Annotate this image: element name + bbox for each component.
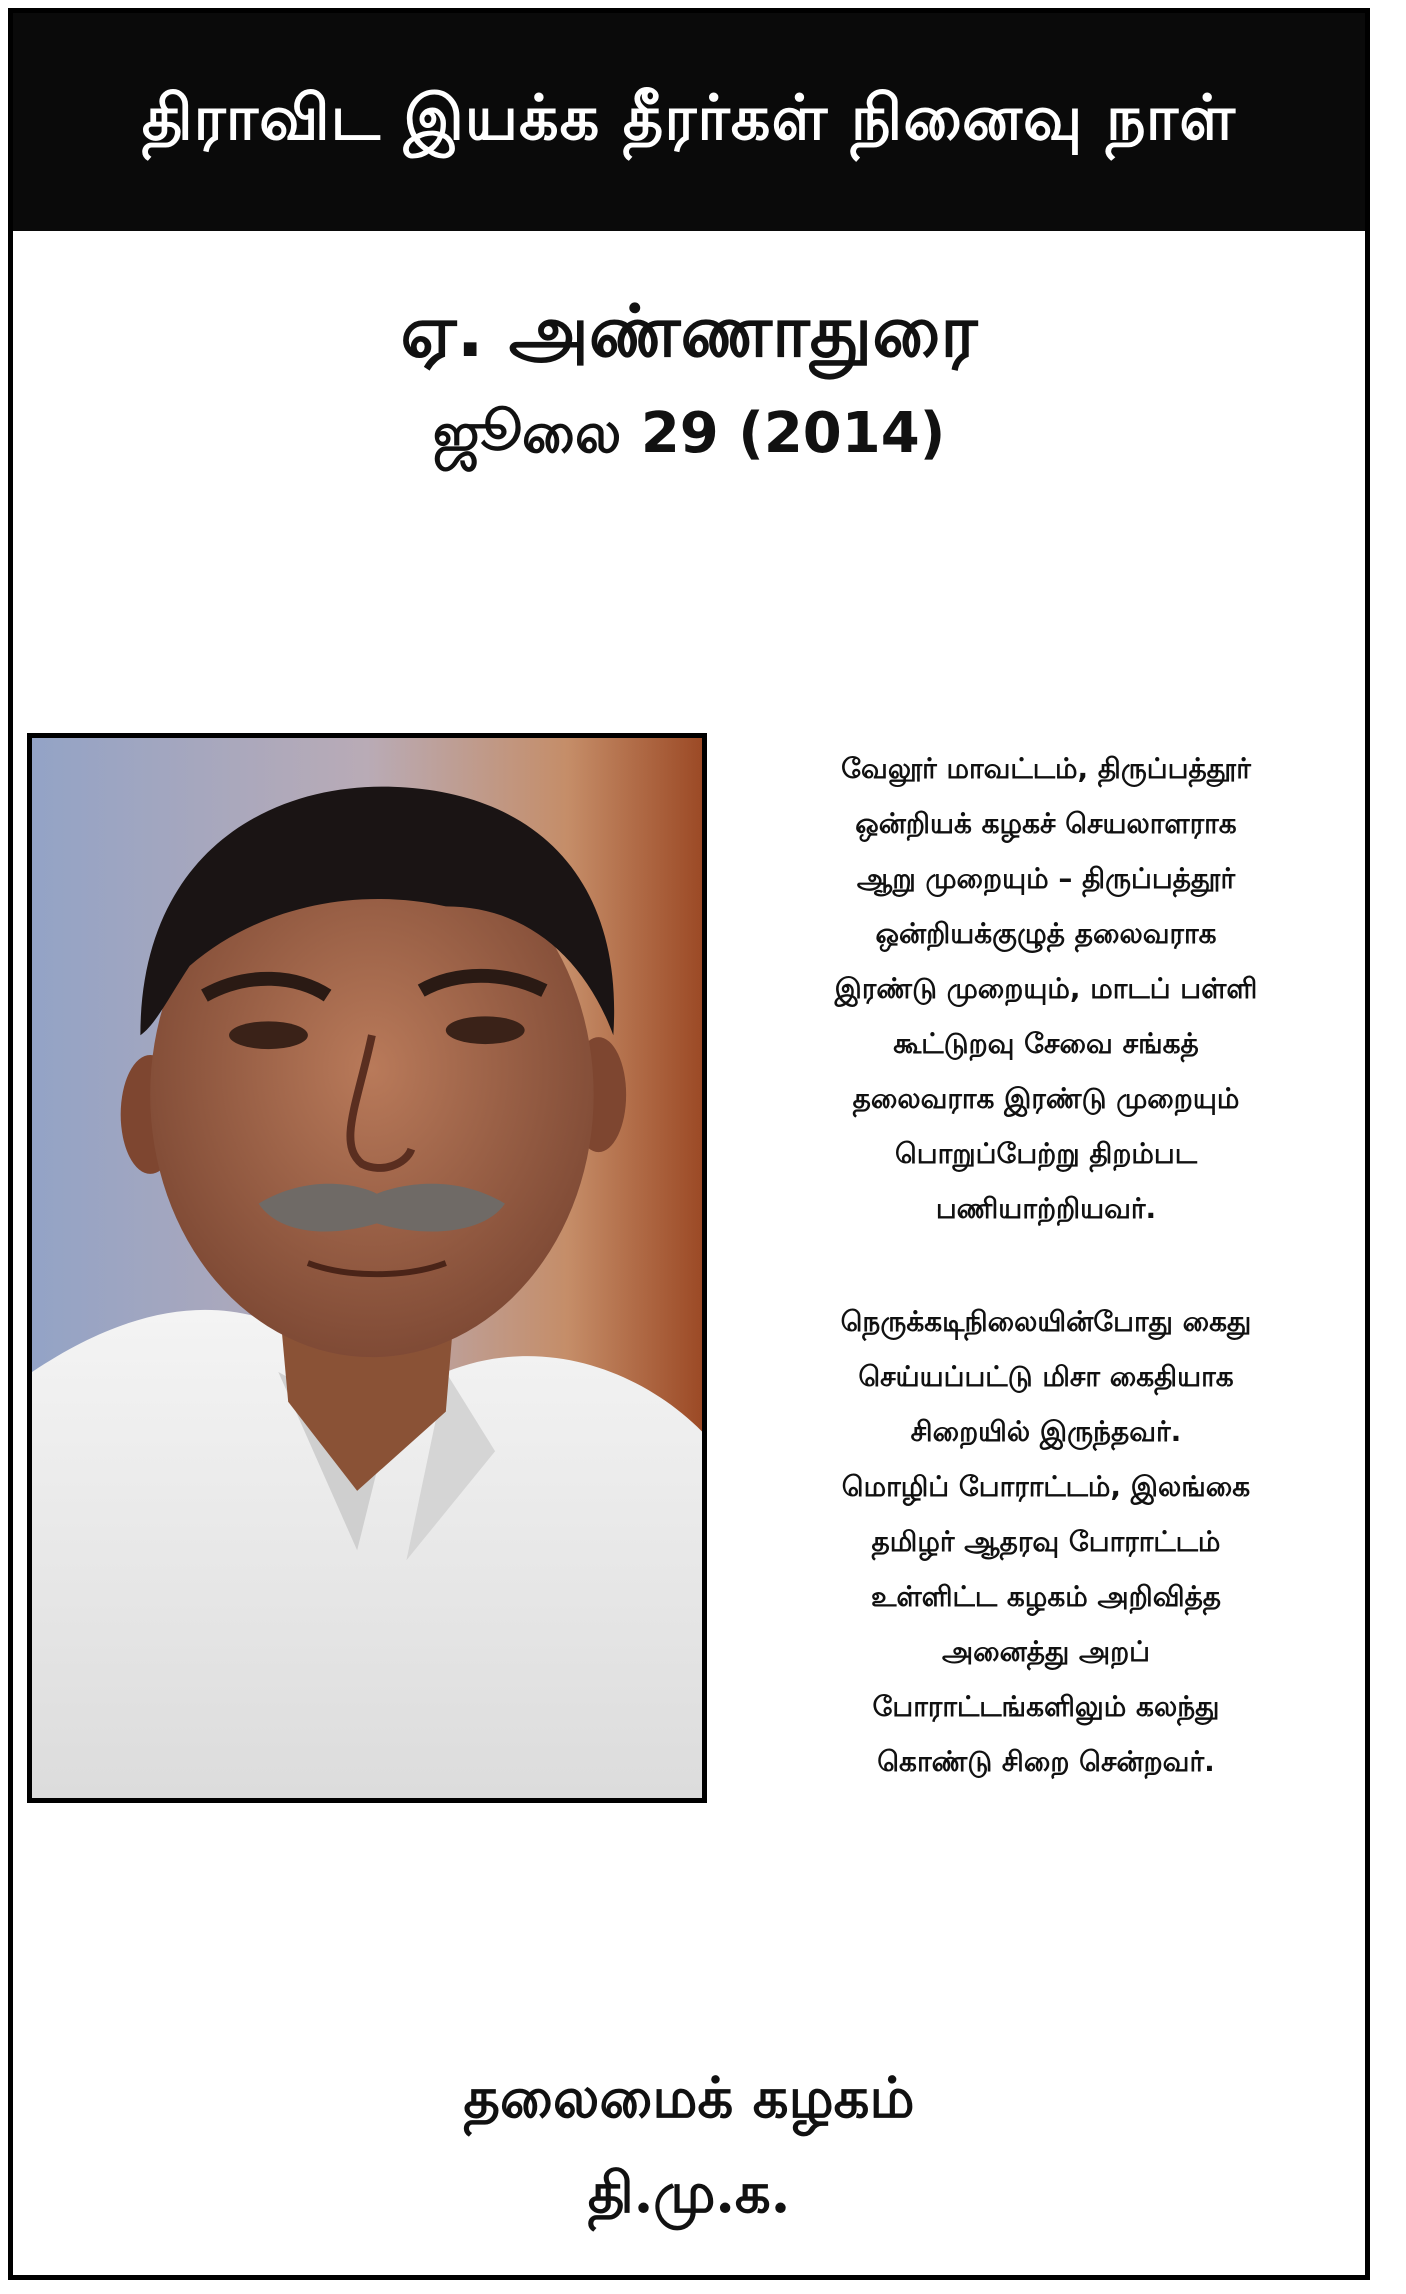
memorial-date: ஜூலை 29 (2014) <box>432 401 946 466</box>
portrait-photo <box>27 733 707 1803</box>
bio-line: பணியாற்றியவர். <box>935 1192 1157 1225</box>
bio-line: போராட்டங்களிலும் கலந்து <box>872 1690 1220 1723</box>
footer-organization: தலைமைக் கழகம் <box>463 2065 915 2131</box>
bio-line: சிறையில் இருந்தவர். <box>910 1415 1182 1448</box>
bio-line: மொழிப் போராட்டம், இலங்கை <box>841 1470 1251 1503</box>
bio-line: உள்ளிட்ட கழகம் அறிவித்த <box>870 1580 1222 1613</box>
notice-frame <box>8 8 1370 2280</box>
bio-line: செய்யப்பட்டு மிசா கைதியாக <box>858 1360 1234 1393</box>
header-title: திராவிட இயக்க தீரர்கள் நினைவு நாள் <box>141 81 1237 154</box>
bio-line: ஒன்றியக் கழகச் செயலாளராக <box>855 807 1237 840</box>
bio-line: நெருக்கடிநிலையின்போது கைது <box>840 1305 1252 1338</box>
footer-party-name: தி.மு.க. <box>587 2160 791 2226</box>
bio-line: பொறுப்பேற்று திறம்பட <box>894 1137 1198 1170</box>
header-band <box>13 13 1365 231</box>
bio-line: இரண்டு முறையும், மாடப் பள்ளி <box>834 972 1258 1005</box>
biography-text <box>731 741 1361 1847</box>
bio-line: ஒன்றியக்குழுத் தலைவராக <box>875 917 1217 950</box>
bio-paragraph-2 <box>731 1294 1361 1789</box>
person-portrait-icon <box>32 738 702 1798</box>
bio-line: தமிழர் ஆதரவு போராட்டம் <box>871 1525 1221 1558</box>
bio-line: கூட்டுறவு சேவை சங்கத் <box>893 1027 1199 1060</box>
bio-line: கொண்டு சிறை சென்றவர். <box>877 1745 1215 1778</box>
bio-line: வேலூர் மாவட்டம், திருப்பத்தூர் <box>841 752 1251 785</box>
bio-line: அனைத்து அறப் <box>941 1635 1151 1668</box>
bio-paragraph-1 <box>731 741 1361 1236</box>
footer-block <box>13 2053 1365 2243</box>
name-block <box>13 283 1365 489</box>
bio-line: தலைவராக இரண்டு முறையும் <box>852 1082 1240 1115</box>
person-name: ஏ. அண்ணாதுரை <box>400 289 978 373</box>
bio-line: ஆறு முறையும் – திருப்பத்தூர் <box>856 862 1236 895</box>
